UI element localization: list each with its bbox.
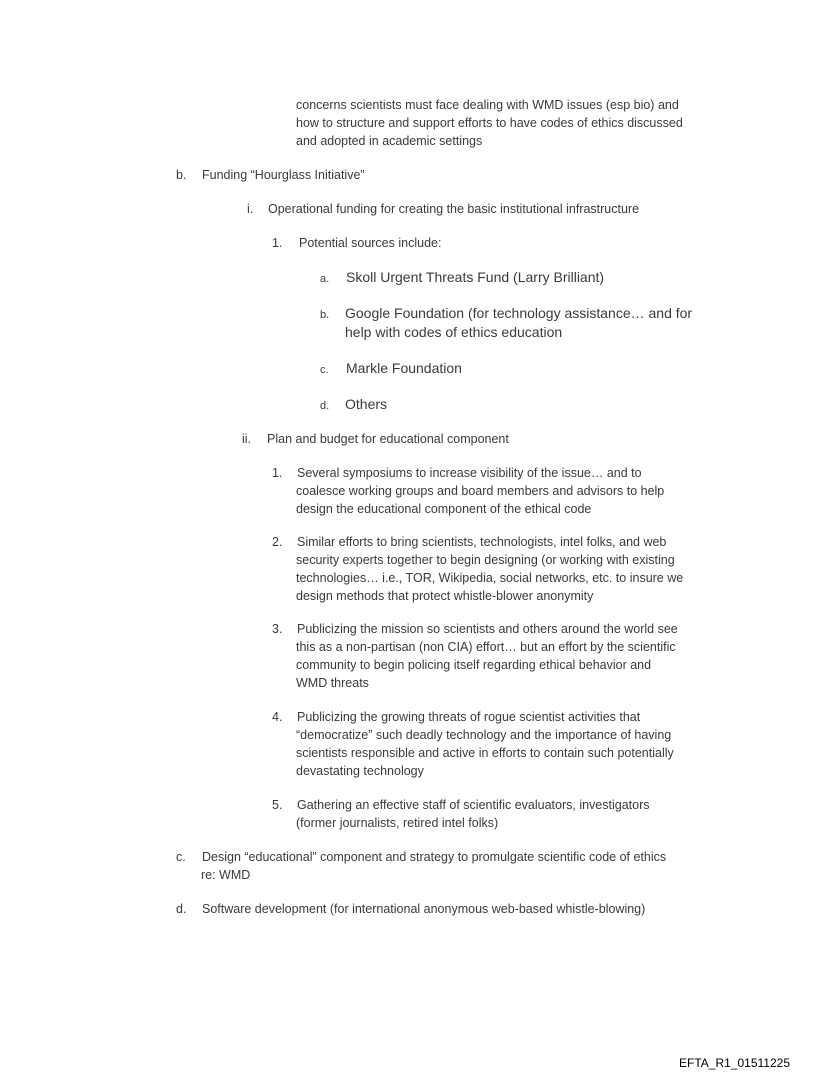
document-id-footer: EFTA_R1_01511225 bbox=[679, 1056, 790, 1070]
list-marker-b: b. bbox=[176, 168, 187, 182]
plan-marker: 5. bbox=[272, 798, 283, 812]
intro-paragraph bbox=[296, 96, 683, 150]
source-marker: c. bbox=[320, 364, 329, 376]
source-item bbox=[346, 268, 604, 287]
list-marker-c: c. bbox=[176, 850, 186, 864]
plan-line: coalesce working groups and board members and advisors to help bbox=[296, 484, 665, 498]
plan-item bbox=[297, 708, 674, 780]
plan-item bbox=[297, 796, 650, 832]
plan-marker: 3. bbox=[272, 622, 283, 636]
source-line: Google Foundation (for technology assistance… and for bbox=[345, 305, 693, 321]
section-c-text bbox=[202, 848, 666, 884]
source-marker: b. bbox=[320, 309, 330, 321]
plan-line: Publicizing the growing threats of rogue scientist activities that bbox=[297, 710, 641, 724]
plan-line: design the educational component of the ethical code bbox=[296, 502, 592, 516]
plan-marker: 2. bbox=[272, 535, 283, 549]
plan-line: Similar efforts to bring scientists, technologists, intel folks, and web bbox=[297, 535, 667, 549]
plan-line: WMD threats bbox=[296, 676, 369, 690]
source-line: help with codes of ethics education bbox=[345, 324, 563, 340]
list-marker-d: d. bbox=[176, 902, 187, 916]
source-line: Markle Foundation bbox=[346, 360, 462, 376]
source-item bbox=[345, 304, 692, 342]
intro-line: how to structure and support efforts to have codes of ethics discussed bbox=[296, 116, 683, 130]
item-operational-funding: Operational funding for creating the basic institutional infrastructure bbox=[268, 202, 640, 216]
plan-item bbox=[297, 464, 664, 518]
source-line: Others bbox=[345, 396, 388, 412]
plan-line: design methods that protect whistle-blower anonymity bbox=[296, 589, 594, 603]
list-marker-ii: ii. bbox=[242, 432, 252, 446]
plan-line: Gathering an effective staff of scientific evaluators, investigators bbox=[297, 798, 650, 812]
section-b-heading: Funding “Hourglass Initiative” bbox=[202, 168, 365, 182]
plan-marker: 1. bbox=[272, 466, 283, 480]
plan-line: “democratize” such deadly technology and the importance of having bbox=[296, 728, 672, 742]
plan-line: Several symposiums to increase visibility of the issue… and to bbox=[297, 466, 642, 480]
item-plan-budget: Plan and budget for educational component bbox=[267, 432, 509, 446]
plan-line: scientists responsible and active in efforts to contain such potentially bbox=[296, 746, 674, 760]
source-item bbox=[345, 395, 387, 414]
plan-marker: 4. bbox=[272, 710, 283, 724]
source-marker: d. bbox=[320, 400, 330, 412]
section-c-line: Design “educational” component and strategy to promulgate scientific code of ethics bbox=[202, 850, 667, 864]
plan-line: this as a non-partisan (non CIA) effort… but an effort by the scientific bbox=[296, 640, 676, 654]
source-line: Skoll Urgent Threats Fund (Larry Brilliant) bbox=[346, 269, 605, 285]
plan-item bbox=[297, 620, 678, 692]
list-marker-1: 1. bbox=[272, 236, 283, 250]
list-marker-i: i. bbox=[247, 202, 254, 216]
plan-line: Publicizing the mission so scientists and others around the world see bbox=[297, 622, 678, 636]
plan-line: community to begin policing itself regarding ethical behavior and bbox=[296, 658, 652, 672]
intro-line: concerns scientists must face dealing with WMD issues (esp bio) and bbox=[296, 98, 679, 112]
source-marker: a. bbox=[320, 273, 330, 285]
plan-line: security experts together to begin designing (or working with existing bbox=[296, 553, 675, 567]
source-item bbox=[346, 359, 462, 378]
section-c-line: re: WMD bbox=[201, 868, 251, 882]
item-potential-sources: Potential sources include: bbox=[299, 236, 442, 250]
plan-line: (former journalists, retired intel folks) bbox=[296, 816, 499, 830]
section-d-text: Software development (for international anonymous web-based whistle-blowing) bbox=[202, 902, 646, 916]
intro-line: and adopted in academic settings bbox=[296, 134, 483, 148]
plan-item bbox=[297, 533, 683, 605]
plan-line: technologies… i.e., TOR, Wikipedia, social networks, etc. to insure we bbox=[296, 571, 684, 585]
plan-line: devastating technology bbox=[296, 764, 424, 778]
